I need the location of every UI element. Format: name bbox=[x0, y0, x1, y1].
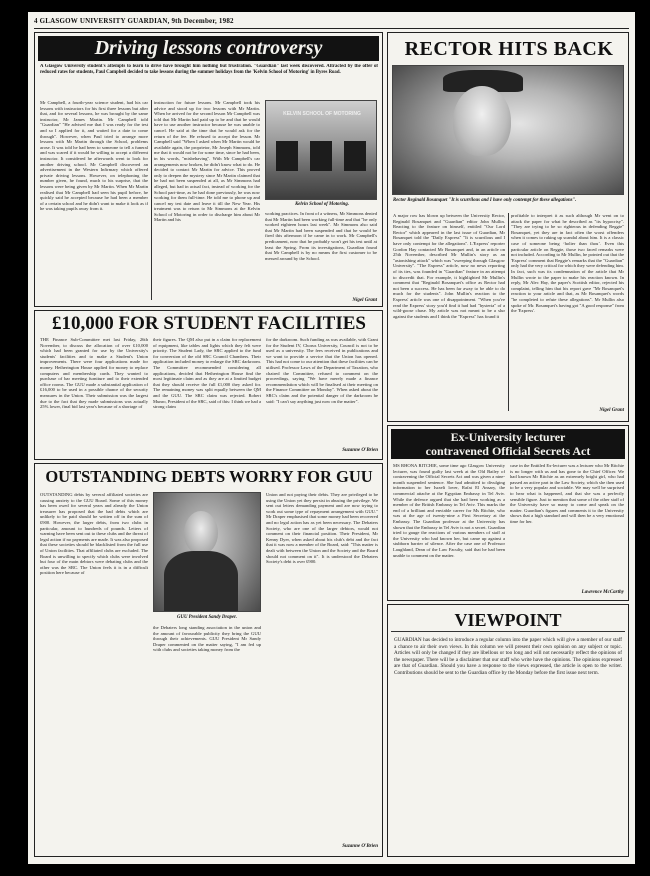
top-rule bbox=[34, 28, 629, 29]
debts-column-2: the Debaters long standing association in the union and the amount of favourable publicity they bring the GUU through their achievements. GUU President Mr Sandy Draper commented on the matter saying, "I am fed up with clubs and societies taking money from the bbox=[153, 625, 261, 653]
rector-column-1: A major row has blown up between the University Rector, Reginald Bosanquet and "Guardian" editor John Mullin. Reacting to the feature on himself, entitled "Our Lord Rector" which appeared in the last issue of Guardian, Mr Bosanquet told the "Daily Express" "It is scurrilous and I have only contempt for the allegations". L'Express' reporter Gordon Hay contacted Mr Bosanquet and, in an article on 25th November, described Mr Mullin's story as an "astonishing attack" which was "sweeping through Glasgow University". "The Express" article, now no news reporting of its ties, was founded in "Guardian" feature in an attempt to discredit that. For example, it highlighted Mr Mullin's comment that "Reginald Bosanquet's office as Rector had not been a success. He has been far away to be able to do much for the students". John Mullin's reaction to the Express' article was one of disappointment. "When you've read the Express' story you'd find it had had "hysteria" of a wild-goose chase. My article was not meant to be a slur against the students and I think the "Express" has found it bbox=[393, 213, 505, 319]
rector-article bbox=[387, 32, 629, 422]
kelvin-school-caption: Kelvin School of Motoring. bbox=[295, 202, 349, 207]
debts-article bbox=[34, 463, 383, 857]
debts-column-3: Union and not paying their debts. They are privileged to be using the Union yet they persist in abusing the privilege. We sent out letters demanding payment and are now trying to work out some type of repayment arrangement with GUU." Mr Draper emphasised that some money had been recovered and no legal action has as yet been necessary. The Debaters Society, who are one of the larger debtors, would not comment on their financial position. Their President, Mr Kenny Dyer, when asked about his club's debt and the fact that it was now a member of the Board, said: "This matter is dealt with between the Union and the Society and the Board should not comment on it". It is understood the Debaters Society's debt is over £900. bbox=[266, 492, 378, 565]
secrets-headline-line-2: contravened Official Secrets Act bbox=[425, 444, 591, 458]
debts-headline: OUTSTANDING DEBTS WORRY FOR GUU bbox=[45, 467, 373, 486]
rector-byline: Nigel Grant bbox=[599, 408, 624, 413]
driving-headline: Driving lessons controversy bbox=[38, 36, 379, 61]
rector-column-2: profitable to interpret it as such although Mr went on to attack the paper for what he described as "its hypocrisy". "They are trying to be so righteous in defending Reggie" Bosanquet, yet they are in fact often the worst offenders when it comes to raking up scandal about him. It is a classic case of someone being ‘holier than thou’. Even this particular article on Reggie, those two faced remarks were not included. According to Mr Mullin, he pointed out that the 'Express' comment that Reggie's remarks that the "Guardian" only had the very critical for which they were defending him. In fact, such was its condemnation of the article that Mr Mullin wrote to the paper to make his reaction known. In reply, Mr Alec Hay, the paper's Scottish editor, rejected his complaint, telling him that his report gave "Mr Bosanquet's reaction to your article and that, as Mr Bosanquet's words "he completed to refute these allegations". Mr Mullin also spoke of Mr. Bosanquet's having got "A good response" from the 'Express'. bbox=[511, 213, 624, 314]
rector-photo bbox=[392, 65, 624, 195]
secrets-headline-line-1: Ex-University lecturer bbox=[450, 430, 566, 444]
debts-column-1: OUTSTANDING debts by several affiliated societies are causing anxiety to the GUU Board. Some of this money has been owed for several years and already the Union treasurer has proposed that the bad debts which are unlikely to be paid should be written off in the sum of £900. However, the larger debts, from two clubs in particular, amount to hundreds of pounds. Letters of warning have been sent out to these clubs and the threat of legal action if no payments are made. It was also proposed that these societies should be blacklisted from the full use of Union facilities. That affiliated clubs are excluded. The Board is unwilling to specify which clubs were involved but four of the main debtors were debating clubs and the other was the SRC. The Union feels it is in a difficult position here because of bbox=[40, 492, 148, 576]
guu-president-caption: GUU President Sandy Draper. bbox=[177, 615, 237, 620]
page-folio: 4 GLASGOW UNIVERSITY GUARDIAN, 9th December, 1982 bbox=[34, 17, 234, 25]
driving-column-2: instruction for future lessons. Mr Campbell took his advice and stood up for two lessons with Mr Martin. When he arrived for the second lesson Mr Campbell was told that Mr Martin had paid up to be and that he would have to use another instructor because he was unable to cancel. He said at the time that he would ask for the return of the fee. He refused to accept the lesson. Mr Campbell said "When I asked when Mr Martin would be available again, the proprietor, Mr Joseph Simmons, told me that it would not be for some time, since he had been, in his words, "misbehaving". With Mr Campbell's car arrangements now broken, he didn't know what to do. He decided to contact Mr Martin for advice. This proved only to deepen the mystery since Mr Martin claimed that he had not been suspended at all, as Mr Simmons had alleged, but had in actual fact, instead of working for the School part-time, as he had done previously, he was now working for them full-time. He told me to phone up and cancel my test date and leave it till the New Year. His treatment was to return to Mr Simmons at the Kelvin School of Motoring in order to discharge him about Mr Martin and his bbox=[154, 100, 260, 223]
column-rule bbox=[151, 100, 152, 300]
debts-byline: Suzanne O'Brien bbox=[342, 844, 378, 849]
viewpoint-body: GUARDIAN has decided to introduce a regular column into the paper which will give a member of our staff a chance to air their own views. In this column we will present their own opinion on any subject or topic. Articles will only be changed if they are libellous or too long and will not necessarily reflect the opinions of the newspaper. There will be a disclaimer that our staff who write have the opinions. The opinions expressed are that of Guardian. Should you have a response to the views expressed, the article is open to the writer. Contributions should be sent to the Guardian office by the Monday before the first issue next term. bbox=[394, 637, 622, 676]
secrets-article bbox=[387, 425, 629, 601]
driving-article bbox=[34, 32, 383, 307]
facilities-column-2: their figures. The QM also put in a claim for replacement of equipment, like tables and lights which they felt were priority. The Student Lady, the SRC applied to the fund for conversion of the old SRC Council Chambers. Their application included money to enlarge the SRC darkroom. The Committee recommended considering all applications, decided that Hetherington House find the most legitimate claim and as they are at a limited budget that they should receive the full £1,000 they asked for. The remaining money was split equally between the QM and the GUU. The SRC claim was rejected. Robert Munro, President of the SRC, said of this: I think we had a strong claim bbox=[153, 337, 261, 410]
facilities-headline: £10,000 FOR STUDENT FACILITIES bbox=[52, 313, 366, 334]
secrets-column-1: MS RHONA RITCHIE, some time ago Glasgow University lecturer, was found guilty last week at the Old Bailey of contravening the Official Secrets Act and was given a nine-month suspended sentence. She had admitted to divulging information to her Israeli lover, Rafat El Ansary, the commercial attache at the Egyptian Embassy in Tel Aviv. While the defence argued that she had been working as a member of the British Embassy in Tel Aviv. This marks the end of a brilliant and enviable career for Ms Ritchie, who was at the age of twenty-nine a First Secretary at the Embassy. The Guardian professor at the University has shown that the Embassy in Tel Aviv is not a secret. Guardian tried to gauge the reactions of various members of staff at the University who had known her, but came up against a stubborn barrier of silence. After the case one of Professor Laughland, Dean of the Law Faculty, said that he had been unable to comment on the matter. bbox=[393, 463, 505, 558]
newspaper-page bbox=[28, 12, 635, 864]
facilities-column-3: for the darkroom. Such funding as was available, with Grant for the Student IV, Chorus University, Council is not to be used as a university. The fees received in publications and we want to provide a service that the Union has opened. This had not come to our attention that these facilities can be utilised. Professor Laws of the Department of Taxation, who chaired the Committee, refused to comment on the proceedings, saying "We have merely made a finance recommendation which will be finalised at their meeting on the Finance Committee on Monday". When asked about the SRC's claim and the potential danger of the darkroom he said: "I can't say anything just now on the matter". bbox=[266, 337, 378, 404]
guu-president-photo bbox=[153, 492, 261, 612]
school-sign-text: KELVIN SCHOOL OF MOTORING bbox=[283, 111, 361, 117]
kelvin-school-photo bbox=[265, 100, 377, 200]
secrets-column-2: case in the Entitled Ex-lecturer was a lecturer who Mr Ritchie is no longer with us and has gone to the Chief Officer. We had known Mr Ritchie as an extremely bright girl, who had passed an active part in the Law Society, which she then used to be a very popular and sociable. We may well be surprised to hear what is happened, and that she was a perfectly sensible figure. Just to mention that some of the other staff of the University have so many to come and speak on the matter. Guardian's figures and comments it to the University shows that a high standard and will then be a very emotional time for her. bbox=[510, 463, 624, 524]
driving-byline: Nigel Grant bbox=[352, 298, 377, 303]
rector-headline: RECTOR HITS BACK bbox=[404, 38, 614, 60]
secrets-byline: Lawrence McCarthy bbox=[581, 590, 624, 595]
column-rule bbox=[508, 213, 509, 411]
driving-column-1: Mr Campbell, a fourth-year science student, had his car lessons with instructors for his first three lessons but after that, and for several lessons, he was brought by the same instructor, Mr James Martin. Mr Campbell told "Guardian" "He advised me that I was ready for the test and so I applied for it, and waited for a date to come through". However, when Paul tried to arrange more lessons with Mr Martin through the School, problems arose. It was told he had been to someone to tell a funeral and was scared if it would be willing to accept a different instructor. It considered he afterwards went to look for another driving school. Mr Campbell discovered an advertisement in the Western Infirmary which offered private driving lessons. However, on telephoning the number given, he found, much to his surprise, that the lessons were being given by Mr Martin. When Mr Martin realised that Mr Campbell had seen his pupil before, he quickly said he accepted because he had been a member of a certain school and he didn't want to make it look as if he was taking pupils away from it. bbox=[40, 100, 148, 212]
rector-caption: Rector Reginald Bosanquet "It is scurrilous and I have only contempt for these allegations". bbox=[393, 198, 577, 203]
facilities-article bbox=[34, 310, 383, 460]
viewpoint-headline: VIEWPOINT bbox=[391, 608, 625, 632]
driving-column-3: working practices. In front of a witness, Mr Simmons denied that Mr Martin had been working full-time and that "he only worked eighteen hours last week". Mr Simmons also said that Mr Martin had been suspended and that he would be fired this afternoon if he came in to work. Mr Campbell's predicament, now that he probably won't get his test until at least the Spring. From its investigations, Guardian found that Mr Campbell is by no means the first customer to be messed around by the School. bbox=[265, 211, 377, 261]
viewpoint-column bbox=[387, 604, 629, 857]
driving-deck: A Glasgow University student's attempts to learn to drive have brought him nothing but frustration. "Guardian" last week discovered. Attracted by the offer of reduced rates for students, Paul Campbell decided to take lessons during the summer holidays from the 'Kelvin School of Motoring' in Byres Road. bbox=[40, 64, 378, 76]
facilities-byline: Suzanne O'Brien bbox=[342, 448, 378, 453]
facilities-column-1: THE Finance Sub-Committee met last Friday, 26th November, to discuss the allocation of over £10,000 which had been granted for use by the University's students' facilities and to make a Student's Union improvements. There were four applications made for money. Hetherington House applied for money to replace computers and membership cards. They wanted to purchase of bar meeting furniture and to their extended office rooms. The GUU made a substantial application of £16,000 to be used in a possible chance of the security measures in the Union. Their submission was the largest due to the fact that they made submissions was actually 25% lower, final bid last year's because of a shortage of bbox=[40, 337, 148, 410]
secrets-headline bbox=[391, 429, 625, 459]
